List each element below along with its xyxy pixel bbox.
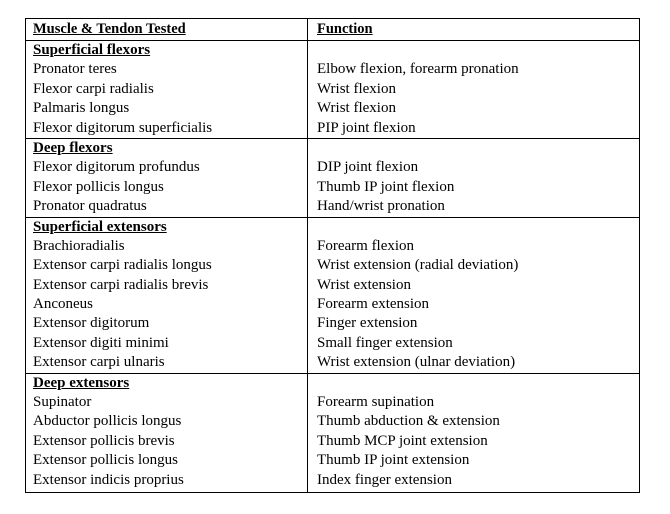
function-text: Wrist extension (ulnar deviation) — [317, 354, 516, 371]
section-title: Superficial flexors — [33, 42, 151, 58]
muscle-name: Supinator — [33, 394, 92, 411]
group-muscles-column — [26, 41, 308, 138]
group-functions-column — [308, 139, 639, 217]
muscle-name: Extensor carpi radialis longus — [33, 257, 212, 274]
muscle-name: Flexor pollicis longus — [33, 178, 164, 195]
function-text: Elbow flexion, forearm pronation — [317, 61, 519, 78]
muscle-name: Extensor digiti minimi — [33, 334, 169, 351]
muscle-name: Extensor carpi ulnaris — [33, 354, 165, 371]
group-muscles-column — [26, 374, 308, 492]
group-functions-column — [308, 218, 639, 373]
group-superficial-flexors — [26, 40, 639, 138]
muscle-name: Flexor digitorum profundus — [33, 159, 200, 176]
function-text: DIP joint flexion — [317, 159, 419, 176]
function-text: Hand/wrist pronation — [317, 198, 445, 215]
function-text: Wrist flexion — [317, 100, 396, 117]
function-text: Forearm flexion — [317, 237, 415, 254]
function-text: Wrist flexion — [317, 80, 396, 97]
function-text: Forearm extension — [317, 296, 430, 313]
muscle-name: Abductor pollicis longus — [33, 413, 182, 430]
function-text: Thumb abduction & extension — [317, 413, 500, 430]
function-text: Wrist extension (radial deviation) — [317, 257, 519, 274]
group-functions-column — [308, 41, 639, 138]
group-deep-extensors — [26, 373, 639, 492]
function-text: Index finger extension — [317, 471, 452, 488]
function-text: Forearm supination — [317, 394, 435, 411]
function-text: Thumb IP joint extension — [317, 452, 470, 469]
group-functions-column — [308, 374, 639, 492]
muscle-name: Flexor digitorum superficialis — [33, 119, 213, 136]
section-title: Deep flexors — [33, 139, 113, 156]
function-text: Thumb MCP joint extension — [317, 432, 488, 449]
table-header-row — [26, 19, 639, 40]
muscle-name: Extensor pollicis brevis — [33, 432, 175, 449]
function-text: Thumb IP joint flexion — [317, 178, 455, 195]
muscle-name: Extensor digitorum — [33, 315, 150, 332]
section-title: Deep extensors — [33, 374, 130, 391]
section-title: Superficial extensors — [33, 218, 167, 235]
muscle-name: Extensor carpi radialis brevis — [33, 276, 209, 293]
muscle-name: Palmaris longus — [33, 100, 130, 117]
muscle-name: Extensor pollicis longus — [33, 452, 178, 469]
header-muscle-tendon: Muscle & Tendon Tested — [26, 19, 308, 40]
muscle-name: Extensor indicis proprius — [33, 471, 184, 488]
group-superficial-extensors — [26, 217, 639, 373]
function-text: Finger extension — [317, 315, 418, 332]
group-deep-flexors — [26, 138, 639, 217]
function-text: Small finger extension — [317, 334, 453, 351]
muscle-name: Anconeus — [33, 296, 93, 313]
muscle-name: Pronator teres — [33, 61, 117, 78]
function-text: PIP joint flexion — [317, 119, 416, 136]
muscle-name: Pronator quadratus — [33, 198, 147, 215]
group-muscles-column — [26, 218, 308, 373]
muscle-name: Flexor carpi radialis — [33, 80, 154, 97]
muscle-name: Brachioradialis — [33, 237, 125, 254]
header-function: Function — [317, 21, 373, 37]
group-muscles-column — [26, 139, 308, 217]
muscle-function-table — [25, 18, 640, 493]
function-text: Wrist extension — [317, 276, 411, 293]
